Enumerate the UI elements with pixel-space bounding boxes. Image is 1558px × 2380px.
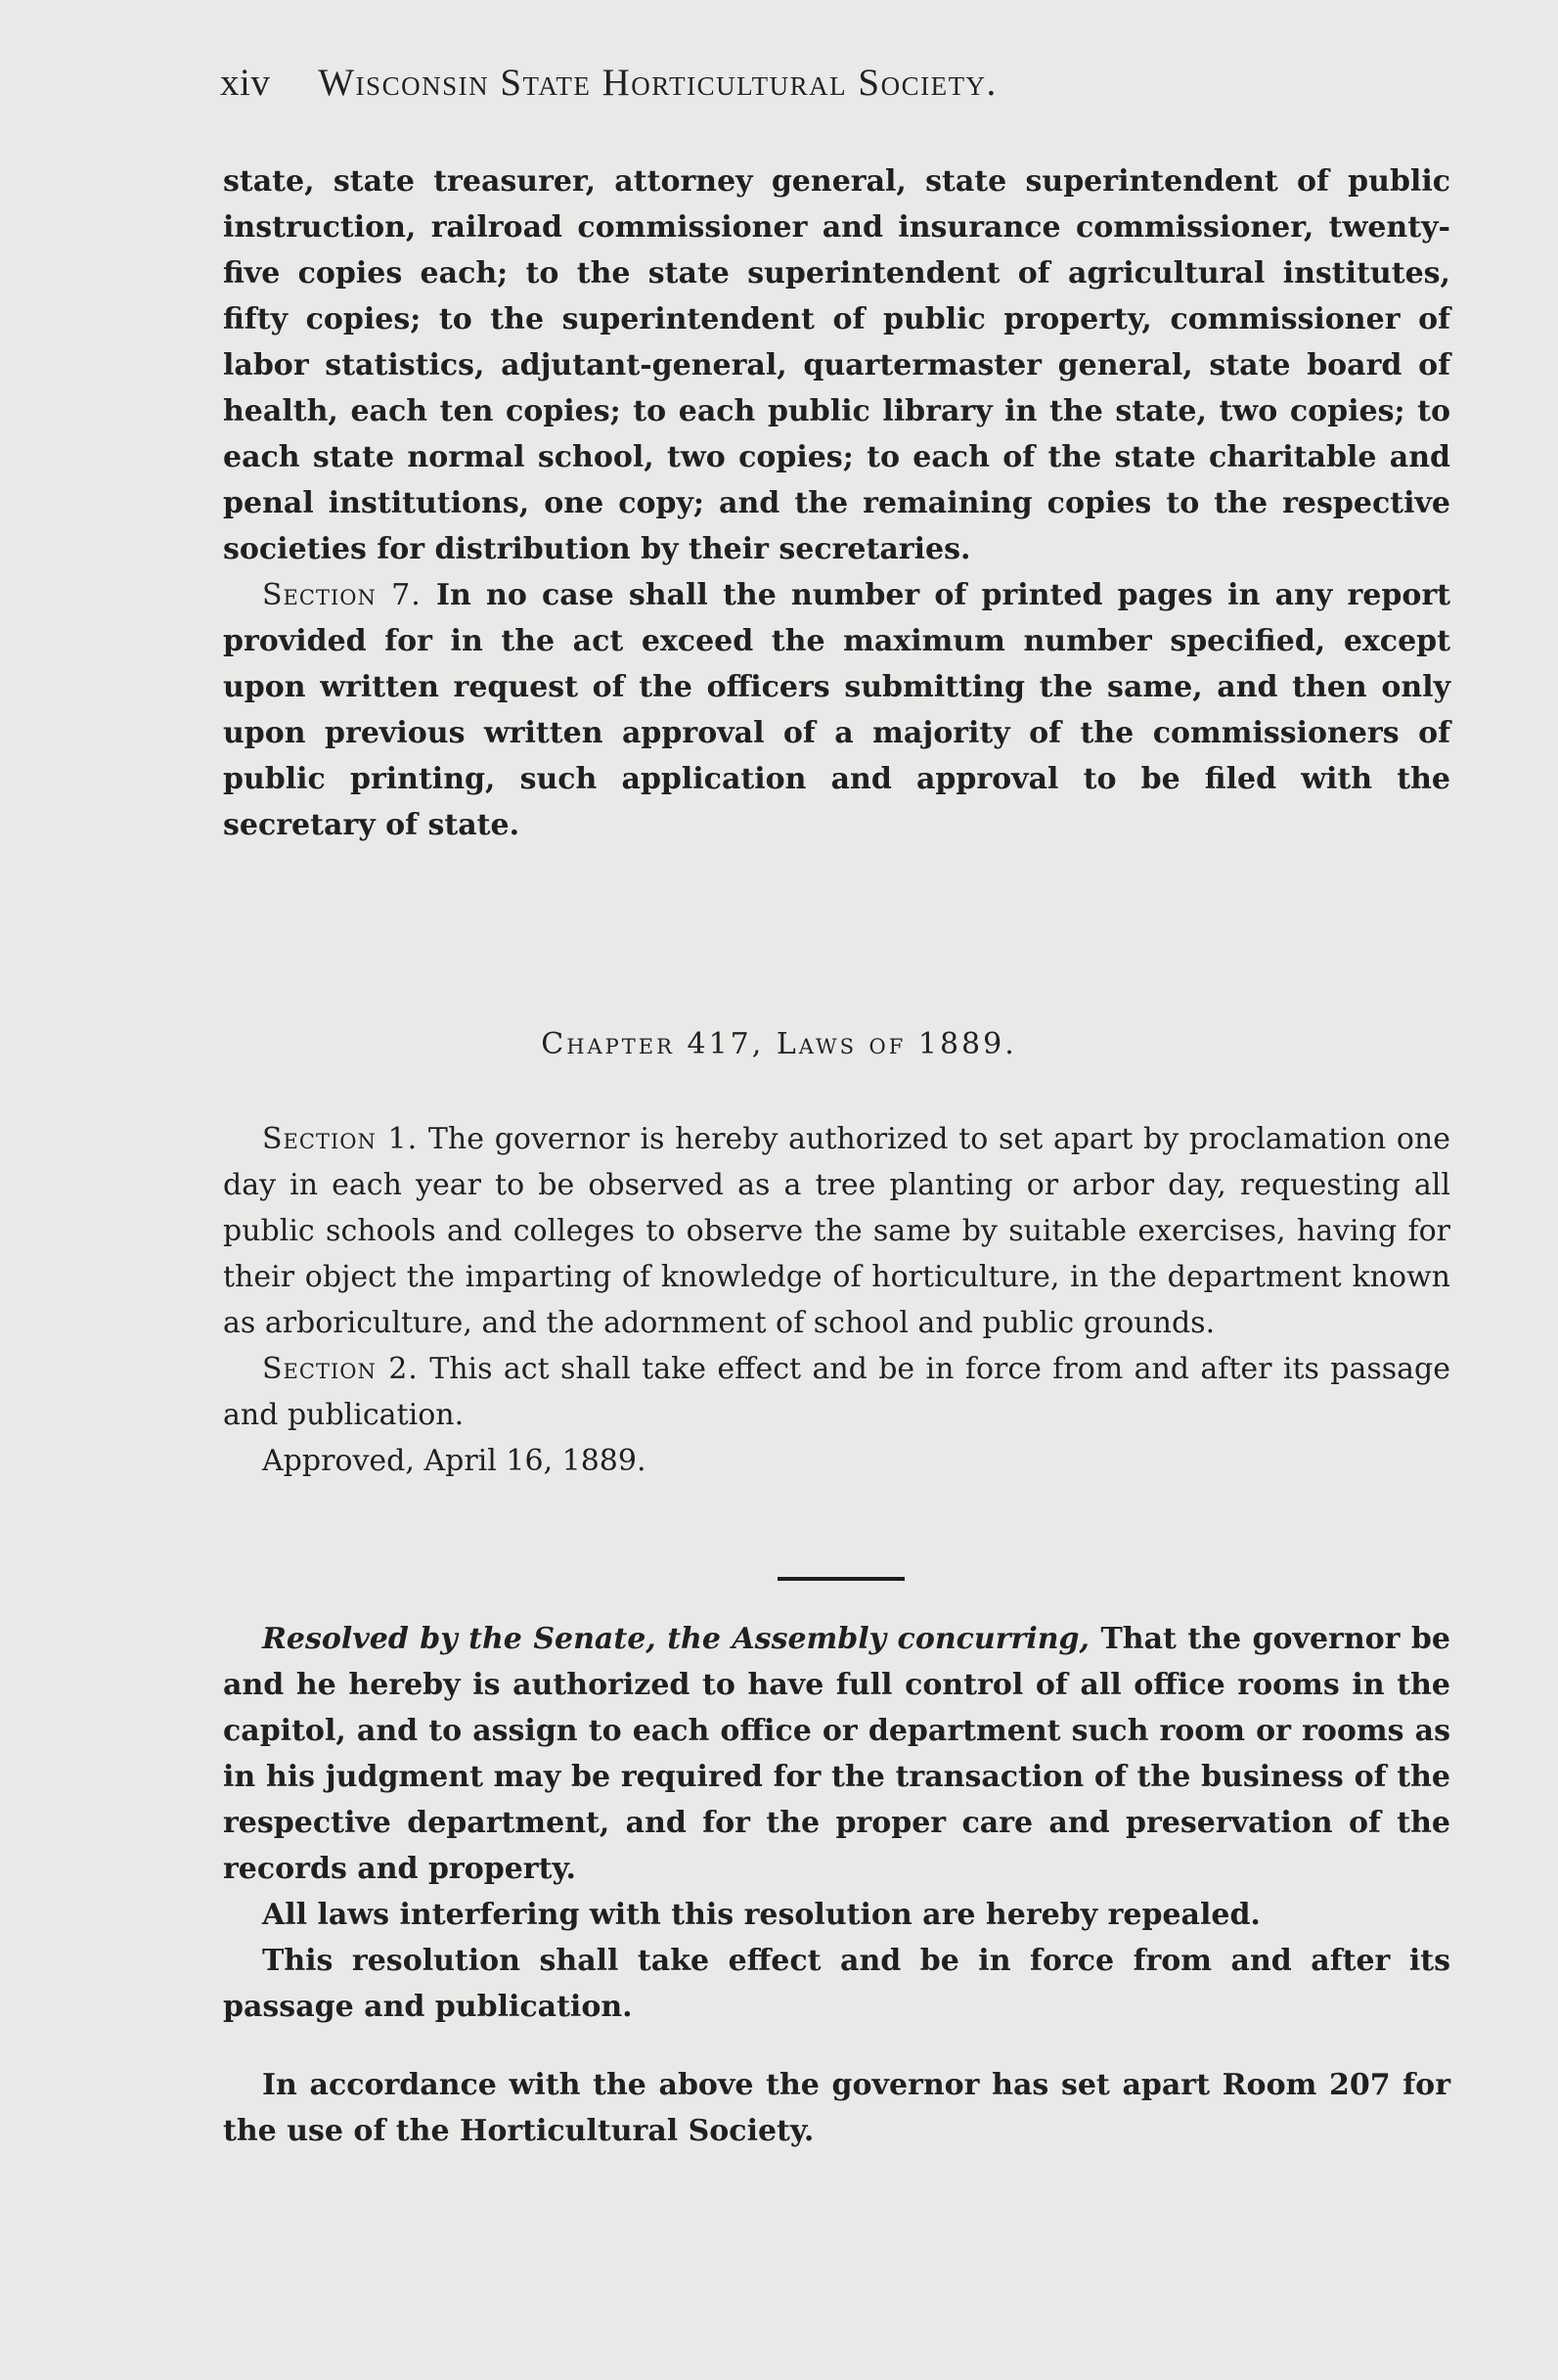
room-note xyxy=(223,2062,1450,2154)
section-1-label: Section 1. xyxy=(262,1122,419,1156)
resolution-text: That the governor be and he hereby is authorized to have full control of all office rooms in the capitol, and to assign to each office or department such room or rooms as in his judgment may be required for the transaction of the business of the respective department, and for the proper care and preservation of the records and property. xyxy=(223,1622,1450,1886)
approval-line: Approved, April 16, 1889. xyxy=(262,1444,646,1478)
repeal-paragraph: All laws interfering with this resolution are hereby repealed. xyxy=(262,1898,1261,1932)
resolution-lead: Resolved by the Senate, the Assembly concurring, xyxy=(262,1622,1090,1656)
section-2-label: Section 2. xyxy=(262,1352,419,1386)
section-divider xyxy=(778,1577,905,1581)
page-number: xiv xyxy=(220,62,271,104)
room-note-paragraph: In accordance with the above the governor has set apart Room 207 for the use of the Horticultural Society. xyxy=(223,2068,1450,2148)
running-header xyxy=(220,61,1364,105)
section-7-text: In no case shall the number of printed pages in any report provided for in the act exceed the maximum number specified, except upon written request of the officers submitting the same, and then only upon previous written approval of a majority of the commissioners of public printing, such application and approval to be filed with the secretary of state. xyxy=(223,578,1450,842)
section-7-label: Section 7. xyxy=(262,578,422,612)
resolution-block xyxy=(223,1616,1450,2030)
section-1-paragraph xyxy=(223,1116,1450,1346)
section-7-paragraph xyxy=(223,572,1450,848)
distribution-paragraph: state, state treasurer, attorney general, state superintendent of public instruction, railroad commissioner and insurance commissioner, twenty-five copies each; to the state superintendent of agricultural institutes, fifty copies; to the superintendent of public property, commissioner of labor statistics, adjutant-general, quartermaster general, state board of health, each ten copies; to each public library in the state, two copies; to each state normal school, two copies; to each of the state charitable and penal institutions, one copy; and the remaining copies to the respective societies for distribution by their secretaries. xyxy=(223,164,1450,566)
act-continuation xyxy=(223,158,1450,848)
chapter-417-body xyxy=(223,1116,1450,1484)
chapter-heading: Chapter 417, Laws of 1889. xyxy=(541,1027,1017,1061)
section-2-text: This act shall take effect and be in force from and after its passage and publication. xyxy=(223,1352,1450,1432)
effect-paragraph: This resolution shall take effect and be in force from and after its passage and publication. xyxy=(223,1944,1450,2024)
section-2-paragraph xyxy=(223,1346,1450,1438)
resolution-paragraph xyxy=(223,1616,1450,1892)
running-title: Wisconsin State Horticultural Society. xyxy=(318,62,998,104)
section-1-text: The governor is hereby authorized to set apart by proclamation one day in each year to be observed as a tree planting or arbor day, requesting all public schools and colleges to observe the same by suitable exercises, having for their object the imparting of knowledge of horticulture, in the department known as arboriculture, and the adornment of school and public grounds. xyxy=(223,1122,1450,1340)
